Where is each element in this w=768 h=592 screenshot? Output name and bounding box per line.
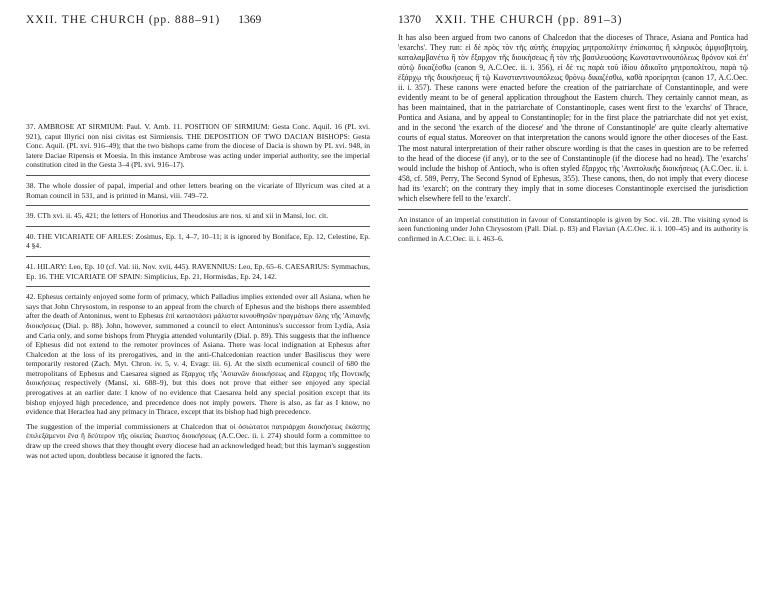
right-header-title: XXII. THE CHURCH (pp. 891–3): [435, 14, 623, 26]
right-body-text: It has also been argued from two canons of Chalcedon that the dioceses of Thrace, Asiana and Pontica had 'exarchs'. They run: εἰ δὲ πρὸς τὸν τῆς αὐτῆς ἐπαρχίας μητροπολίτην ἐπίσκοπος ἢ κληρικὸς ἀμφισβητοίη, καταλαμβανέτω ἢ τὸν ἔξαρχον τῆς διοικήσεως ἢ τὸν τῆς βασιλευούσης Κωνσταντινουπόλεως θρόνον καὶ ἐπ' αὐτῷ δικαζέσθω (canon 9, A.C.Oec. ii. i. 356), εἰ δέ τις παρὰ τοῦ ἰδίου ἀδικοῖτο μητροπολίτου, παρὰ τῷ ἐξάρχῳ τῆς διοικήσεως ἢ τῷ Κωνσταντινουπόλεως θρόνῳ δικαζέσθω, καθὰ προείρηται (canon 17, A.C.Oec. ii. i. 357). These canons were enacted before the creation of the patriarchate of Constantinople, and were evidently meant to be of general application throughout the Eastern church. They certainly cannot mean, as has been maintained, that in the patriarchate of Constantinople, cases went first to the 'exarchs' of Thrace, Pontica and Asiana, and by appeal to Constantinople; for in the first place the patriarchate did not yet exist, and in the second 'the exarch of the diocese' and 'the throne of Constantinople' are quite clearly alternative courts of equal status. Moreover on that interpretation the canons would ignore the other dioceses of the East. The most natural interpretation of their rather obscure wording is that the cases in question are to be referred to the head of the diocese (if any), or to the see of Constantinople (if the diocese had no head). The 'exarchs' would include the bishop of Antioch, who is often styled ἔξαρχος τῆς 'Ανατολικῆς διοικήσεως (A.C.Oec. ii. i. 458, cf. 589, Perry, The Second Synod of Ephesus, 355). These canons, then, do not imply that every diocese had its 'exarch'; on the contrary they imply that in some dioceses Constantinople exercised the jurisdiction which elsewhere fell to the 'exarch'.: [398, 33, 748, 203]
note-divider: [26, 226, 370, 227]
left-top-whitespace: [26, 26, 370, 122]
left-running-header: [26, 14, 370, 26]
right-running-header: [398, 14, 748, 26]
left-page-number: 1369: [238, 14, 262, 26]
right-page-number: 1370: [398, 14, 421, 26]
note-39: 39. CTh xvi. ii. 45, 421; the letters of Honorius and Theodosius are nos. xi and xii in Mansi, loc. cit.: [26, 211, 329, 221]
note-37: 37. AMBROSE AT SIRMIUM: Paul. V. Amb. 11. POSITION OF SIRMIUM: Gesta Conc. Aquil. 16 (PL xvi. 921), caput Illyrici non nisi civitas est Sirmiensis. THE DEPOSITION OF TWO DACIAN BISHOPS: Gesta Conc. Aquil. (PL xvi. 916–49); that the two bishops came from the diocese of Dacia is shown by PL xvi. 948, in latere Daciae Ripensis et Moesia. In this instance Ambrose was acting under imperial authority, see the imperial constitution cited in the Gesta 3–4 (PL xvi. 916–17).: [26, 122, 370, 170]
note-divider: [26, 205, 370, 206]
note-divider: [26, 256, 370, 257]
right-footnote: [398, 215, 748, 244]
note-38: 38. The whole dossier of papal, imperial and other letters bearing on the vicariate of Illyricum was cited at a Roman council in 531, and is printed in Mansi, viii. 749–72.: [26, 180, 370, 200]
right-page: [384, 0, 768, 592]
note-divider: [26, 286, 370, 287]
left-header-title: XXII. THE CHURCH (pp. 888–91): [26, 14, 221, 26]
note-40: 40. THE VICARIATE OF ARLES: Zosimus, Ep. 1, 4–7, 10–11; it is ignored by Boniface, Ep. 12, Celestine, Ep. 4 §4.: [26, 231, 370, 251]
note-divider: [26, 175, 370, 176]
footnote-text: An instance of an imperial constitution in favour of Constantinople is given by Soc. vii. 28. The visiting synod is seen functioning under John Chrysostom (Pall. Dial. p. 83) and Flavian (A.C.Oec. ii. i. 100–45) and its authority is confirmed in A.C.Oec. ii. i. 463–6.: [398, 214, 748, 243]
note-42-continuation: The suggestion of the imperial commissioners at Chalcedon that οἱ ὁσιώτατοι πατριάρχαι διοικήσεως ἑκάστης ἐπιλεξάμενοι ἕνα ἢ δεύτερον τῆς οἰκείας ἕκαστος διοικήσεως (A.C.Oec. ii. i. 274) should form a committee to draw up the creed shows that they thought every diocese had an acknowledged head; but this layman's suggestion was not acted upon, doubtless because it ignored the facts.: [26, 421, 370, 460]
note-41: 41. HILARY: Leo, Ep. 10 (cf. Val. iii, Nov. xvii, 445). RAVENNIUS: Leo, Ep. 65–6. CAESARIUS: Symmachus, Ep. 16. THE VICARIATE OF SPAIN: Simplicius, Ep. 21, Hormisdas, Ep. 24, 142.: [26, 261, 370, 281]
footnote-divider: [398, 209, 748, 210]
note-42: 42. Ephesus certainly enjoyed some form of primacy, which Palladius implies extended over all Asiana, when he says that John Chrysostom, in response to an appeal from the church of Ephesus and the bishops there assembled after the death of Antoninus, went to Ephesus ἐπὶ καταστάσει μάλιστα κινουθησῶν πραγμάτων ὅλης τῆς 'Ασιανῆς διοικήσεως (Dial. p. 88). John, however, summoned a council to elect Antoninus's successor from Lydia, Asia and Caria only, and some bishops from Phrygia attended voluntarily (Dial. p. 89). This suggests that the influence of Ephesus did not extend to the remoter provinces of Asiana. There was local indignation at Ephesus after Chalcedon at the loss of its prerogatives, and in the anti-Chalcedonian reaction under Basiliscus they were temporarily restored (Zach. Myt. Chron. iv. 5, v. 4, Evagr. iii. 6). At the sixth ecumenical council of 680 the metropolitans of Ephesus and Caesarea signed as ἔξαρχος τῆς 'Ασιανῶν διοικήσεως and ἔξαρχος τῆς Ποντικῆς διοικήσεως respectively (Mansi, xi. 688–9), but this does not prove that either see enjoyed any special prerogatives at an earlier date: I know of no evidence that Caesarea held any special position except that its bishop enjoyed high precedence, and precedence does not imply powers. There is also, as far as I know, no evidence that Heraclea had any primacy in Thrace, except that its bishop had high precedence.: [26, 292, 370, 417]
